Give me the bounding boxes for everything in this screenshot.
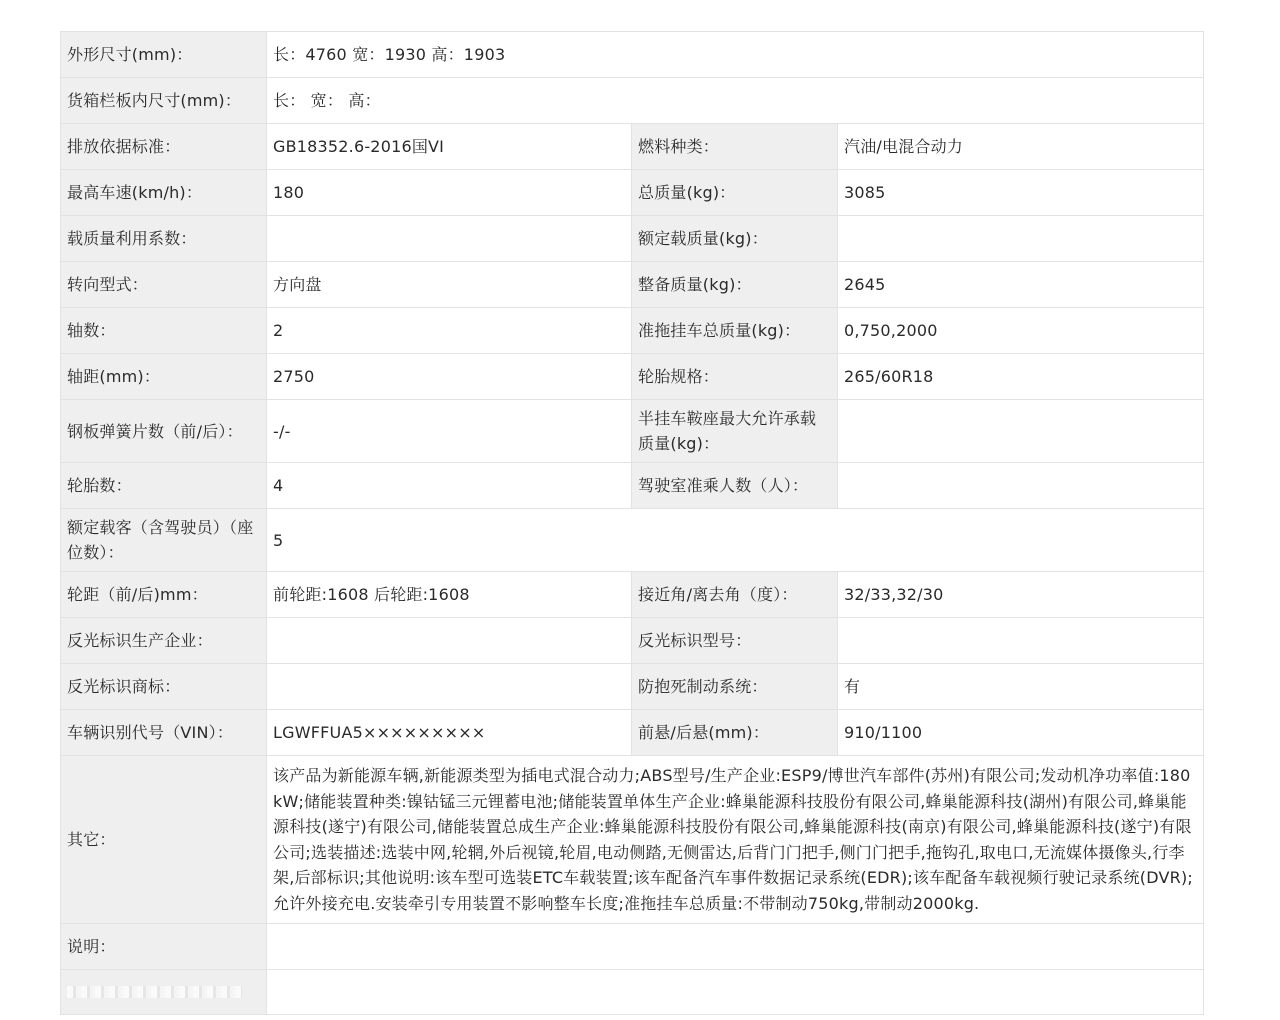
row-reflector-brand (61, 664, 1204, 710)
row-axles (61, 308, 1204, 354)
rated-load-value (838, 216, 1204, 262)
steering-label: 转向型式： (61, 262, 267, 308)
row-vin (61, 710, 1204, 756)
other-label: 其它： (61, 756, 267, 924)
gross-mass-label: 总质量(kg)： (632, 170, 838, 216)
emission-label: 排放依据标准： (61, 124, 267, 170)
row-track (61, 572, 1204, 618)
curb-mass-value: 2645 (838, 262, 1204, 308)
trailer-mass-label: 准拖挂车总质量(kg)： (632, 308, 838, 354)
vin-label: 车辆识别代号（VIN）： (61, 710, 267, 756)
rated-load-label: 额定载质量(kg)： (632, 216, 838, 262)
row-redacted (61, 970, 1204, 1015)
reflector-brand-value (267, 664, 632, 710)
axles-label: 轴数： (61, 308, 267, 354)
angle-value: 32/33,32/30 (838, 572, 1204, 618)
saddle-label: 半挂车鞍座最大允许承载质量(kg)： (632, 400, 838, 463)
cargo-value: 长： 宽： 高： (267, 78, 1204, 124)
emission-value: GB18352.6-2016国VI (267, 124, 632, 170)
dimensions-label: 外形尺寸(mm)： (61, 32, 267, 78)
row-seats (61, 509, 1204, 572)
fuel-label: 燃料种类： (632, 124, 838, 170)
seats-value: 5 (267, 509, 1204, 572)
note-value (267, 924, 1204, 970)
load-coef-value (267, 216, 632, 262)
tire-spec-value: 265/60R18 (838, 354, 1204, 400)
abs-value: 有 (838, 664, 1204, 710)
row-steering (61, 262, 1204, 308)
row-load (61, 216, 1204, 262)
cab-pass-label: 驾驶室准乘人数（人）： (632, 463, 838, 509)
reflector-maker-label: 反光标识生产企业： (61, 618, 267, 664)
row-other (61, 756, 1204, 924)
wheelbase-value: 2750 (267, 354, 632, 400)
cab-pass-value (838, 463, 1204, 509)
abs-label: 防抱死制动系统： (632, 664, 838, 710)
tire-count-label: 轮胎数： (61, 463, 267, 509)
row-speed (61, 170, 1204, 216)
axles-value: 2 (267, 308, 632, 354)
overhang-label: 前悬/后悬(mm)： (632, 710, 838, 756)
row-emission (61, 124, 1204, 170)
row-reflector-maker (61, 618, 1204, 664)
reflector-maker-value (267, 618, 632, 664)
row-cargo (61, 78, 1204, 124)
tire-spec-label: 轮胎规格： (632, 354, 838, 400)
vin-value: LGWFFUA5××××××××× (267, 710, 632, 756)
row-wheelbase (61, 354, 1204, 400)
redacted-label (61, 970, 267, 1015)
leaf-spring-value: -/- (267, 400, 632, 463)
track-label: 轮距（前/后)mm： (61, 572, 267, 618)
reflector-brand-label: 反光标识商标： (61, 664, 267, 710)
dimensions-value: 长：4760 宽：1930 高：1903 (267, 32, 1204, 78)
fuel-value: 汽油/电混合动力 (838, 124, 1204, 170)
track-value: 前轮距:1608 后轮距:1608 (267, 572, 632, 618)
redacted-value (267, 970, 1204, 1015)
other-description: 该产品为新能源车辆,新能源类型为插电式混合动力;ABS型号/生产企业:ESP9/博世汽车部件(苏州)有限公司;发动机净功率值:180kW;储能装置种类:镍钴锰三元锂蓄电池;储能装置单体生产企业:蜂巢能源科技股份有限公司,蜂巢能源科技(湖州)有限公司,蜂巢能源科技(遂宁)有限公司,储能装置总成生产企业:蜂巢能源科技股份有限公司,蜂巢能源科技(南京)有限公司,蜂巢能源科技(遂宁)有限公司;选装描述:选装中网,轮辋,外后视镜,轮眉,电动侧踏,无侧雷达,后背门门把手,侧门门把手,拖钩孔,取电口,无流媒体摄像头,行李架,后部标识;其他说明:该车型可选装ETC车载装置;该车配备汽车事件数据记录系统(EDR);该车配备车载视频行驶记录系统(DVR);允许外接充电.安装牵引专用装置不影响整车长度;准拖挂车总质量:不带制动750kg,带制动2000kg. (267, 756, 1204, 924)
speed-label: 最高车速(km/h)： (61, 170, 267, 216)
reflector-model-label: 反光标识型号： (632, 618, 838, 664)
gross-mass-value: 3085 (838, 170, 1204, 216)
reflector-model-value (838, 618, 1204, 664)
row-dimensions (61, 32, 1204, 78)
redacted-block (67, 986, 242, 998)
wheelbase-label: 轴距(mm)： (61, 354, 267, 400)
steering-value: 方向盘 (267, 262, 632, 308)
row-note (61, 924, 1204, 970)
row-tires (61, 463, 1204, 509)
speed-value: 180 (267, 170, 632, 216)
saddle-value (838, 400, 1204, 463)
note-label: 说明： (61, 924, 267, 970)
overhang-value: 910/1100 (838, 710, 1204, 756)
cargo-label: 货箱栏板内尺寸(mm)： (61, 78, 267, 124)
seats-label: 额定载客（含驾驶员）（座位数）： (61, 509, 267, 572)
angle-label: 接近角/离去角（度）： (632, 572, 838, 618)
curb-mass-label: 整备质量(kg)： (632, 262, 838, 308)
tire-count-value: 4 (267, 463, 632, 509)
leaf-spring-label: 钢板弹簧片数（前/后）： (61, 400, 267, 463)
load-coef-label: 载质量利用系数： (61, 216, 267, 262)
trailer-mass-value: 0,750,2000 (838, 308, 1204, 354)
row-leaf-spring (61, 400, 1204, 463)
spec-table (60, 31, 1204, 1015)
